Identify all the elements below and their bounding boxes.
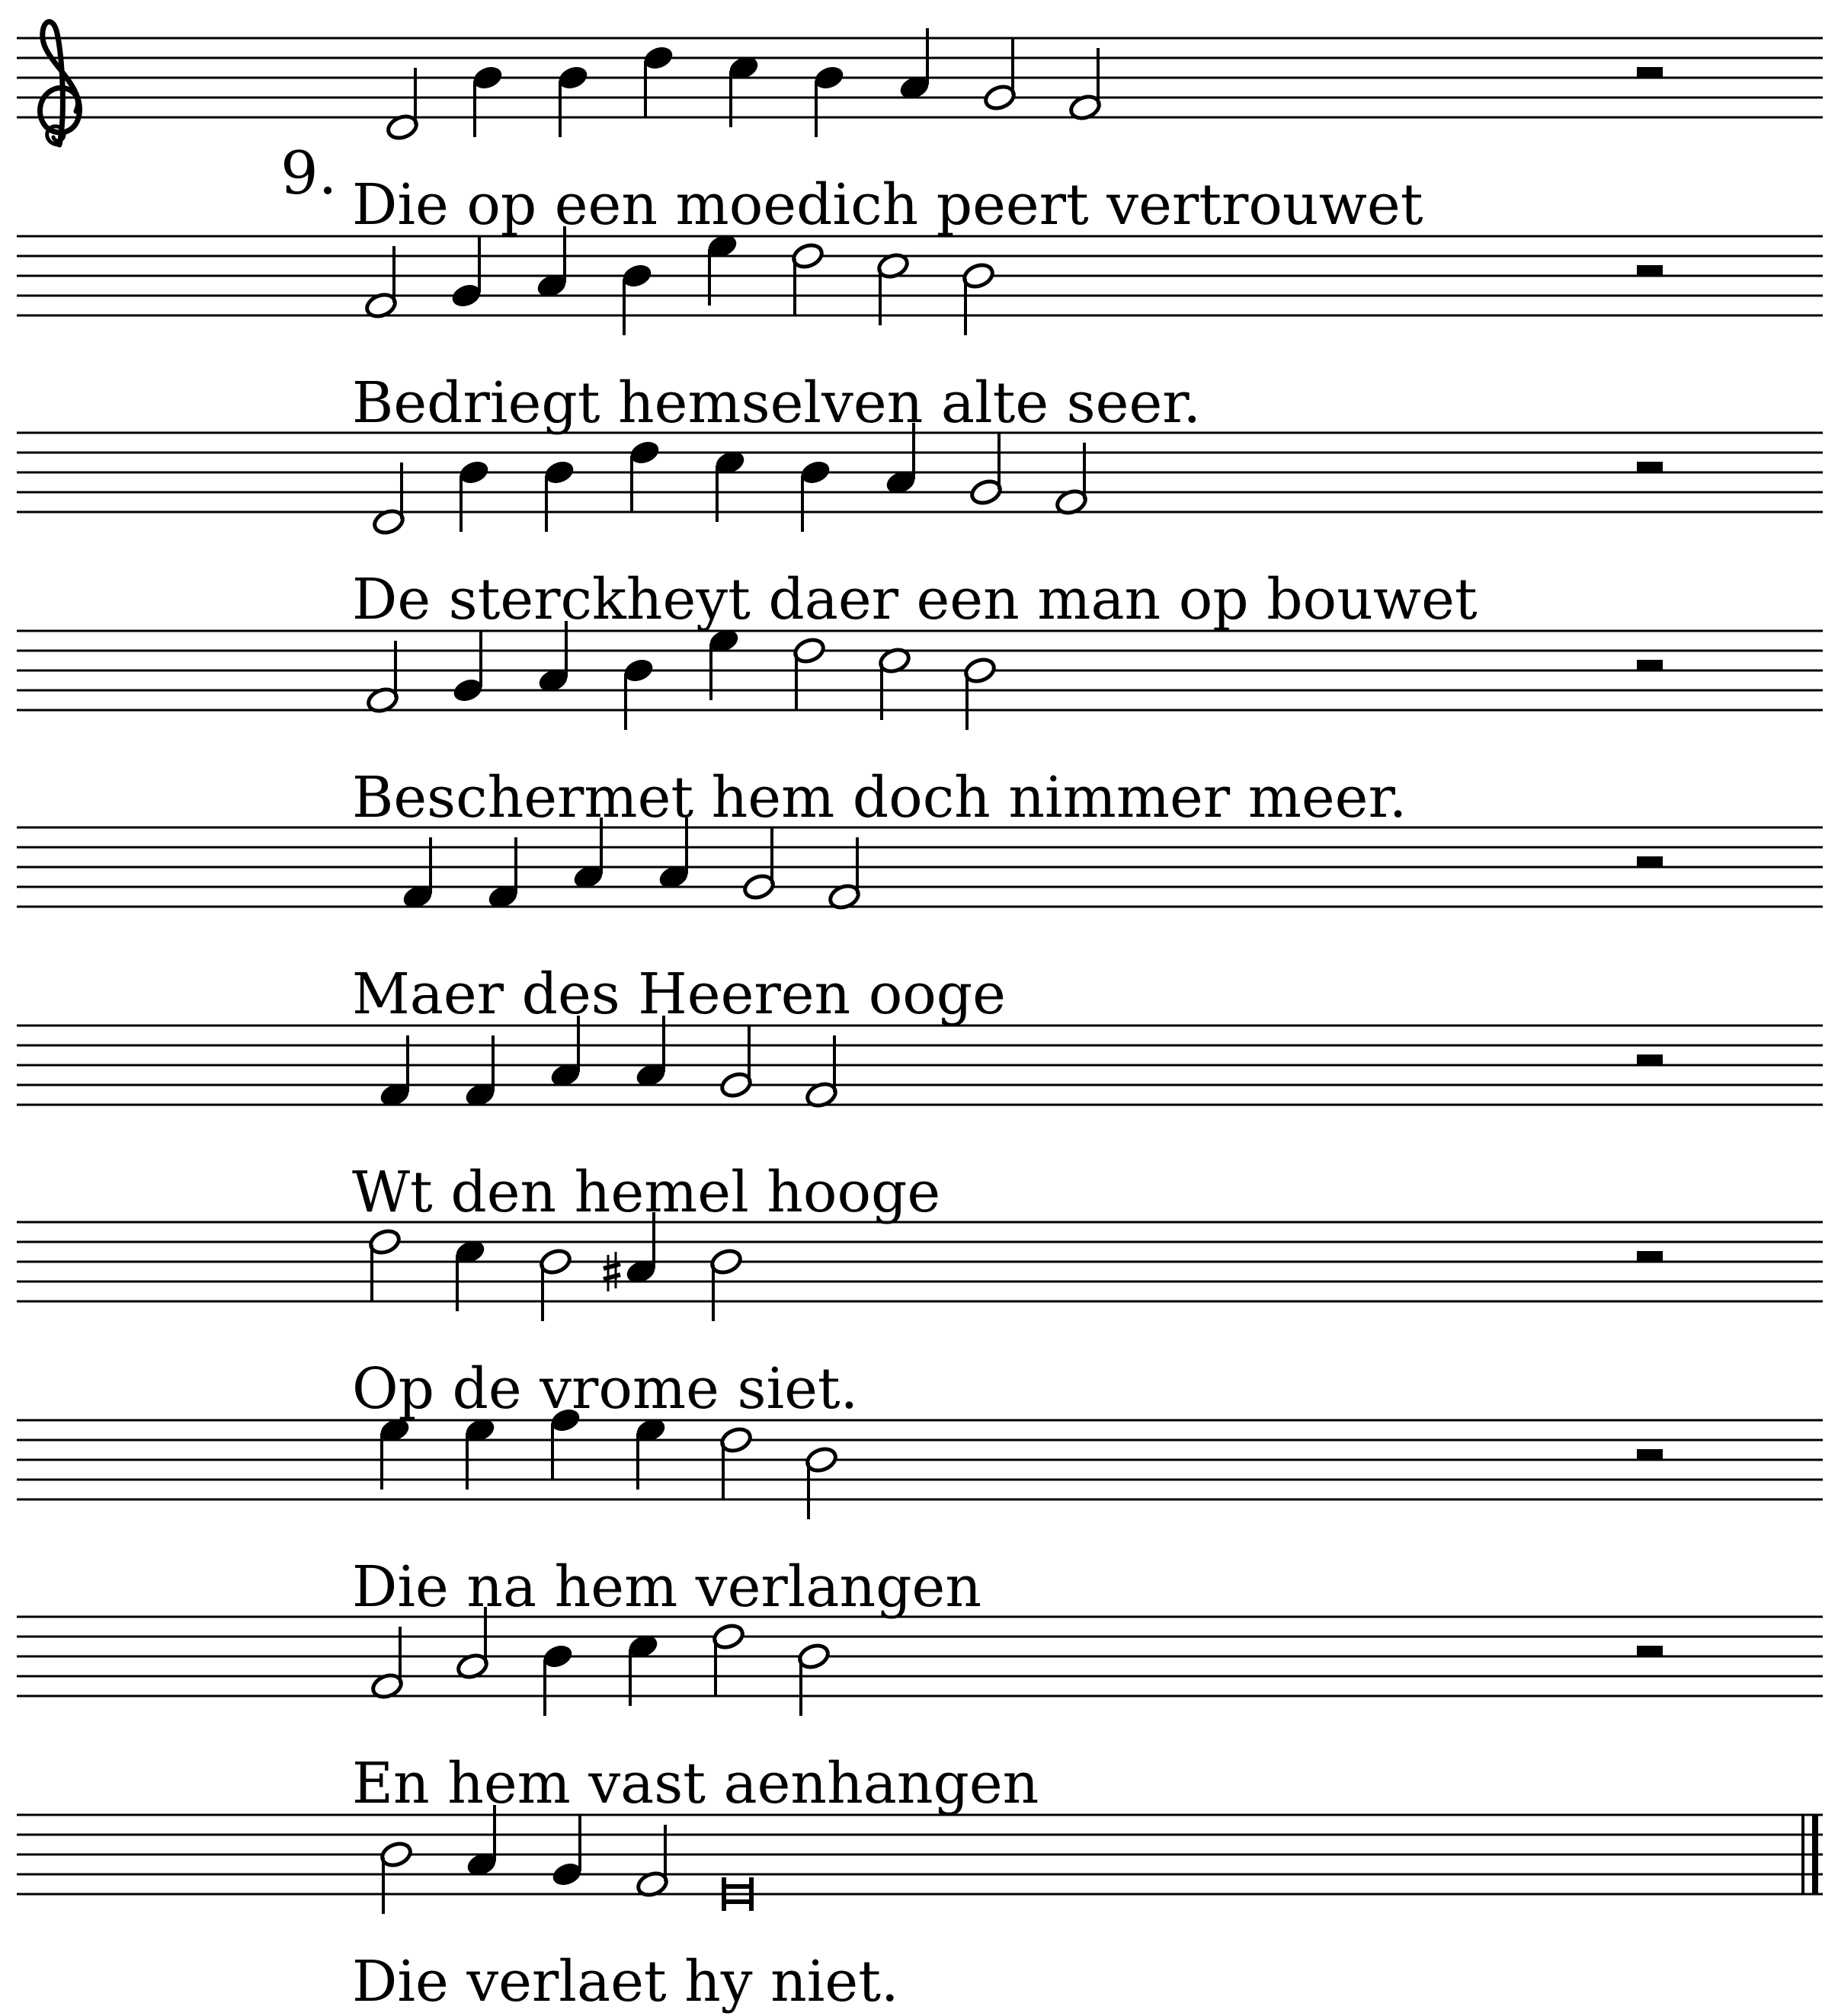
quarter-note xyxy=(812,63,847,137)
quarter-note xyxy=(713,448,748,522)
half-rest-icon xyxy=(1637,1054,1663,1065)
lyric-line: Bedriegt hemselven alte seer. xyxy=(352,370,1202,436)
quarter-note xyxy=(451,631,485,705)
quarter-note xyxy=(642,43,676,117)
half-note xyxy=(709,1247,744,1321)
staff-system xyxy=(17,818,1823,911)
lyric-line: Op de vrome siet. xyxy=(352,1356,859,1422)
lyric-line: Wt den hemel hooge xyxy=(352,1160,941,1225)
quarter-note xyxy=(450,236,484,310)
half-rest-icon xyxy=(1637,67,1663,78)
quarter-note xyxy=(471,63,505,137)
half-rest-icon xyxy=(1637,660,1663,670)
quarter-note xyxy=(378,1035,412,1109)
half-note xyxy=(983,38,1017,112)
quarter-note xyxy=(620,261,655,335)
half-note xyxy=(372,462,406,536)
half-note xyxy=(386,68,420,142)
half-note xyxy=(379,1840,414,1914)
quarter-note xyxy=(634,1416,668,1490)
quarter-note xyxy=(378,1416,412,1490)
staff-system xyxy=(17,1607,1823,1716)
staff-system xyxy=(17,28,1823,142)
quarter-note xyxy=(622,656,656,730)
half-note xyxy=(797,1642,831,1716)
lyric-line: Die na hem verlangen xyxy=(352,1554,981,1620)
quarter-note xyxy=(707,626,741,700)
lyric-line: Die verlaet hy niet. xyxy=(352,1949,899,2014)
staff-system xyxy=(17,1406,1823,1519)
half-rest-icon xyxy=(1637,265,1663,276)
quarter-note xyxy=(541,1642,575,1716)
half-note xyxy=(878,646,912,720)
quarter-note xyxy=(463,1035,498,1109)
half-note xyxy=(539,1247,573,1321)
half-rest-icon xyxy=(1637,856,1663,867)
half-note xyxy=(969,433,1004,507)
half-note xyxy=(719,1426,754,1499)
half-rest-icon xyxy=(1637,1646,1663,1656)
staff-system xyxy=(17,226,1823,335)
quarter-note xyxy=(401,837,435,911)
half-note xyxy=(805,1445,839,1519)
quarter-note xyxy=(463,1416,498,1490)
lyric-line: Beschermet hem doch nimmer meer. xyxy=(352,765,1407,830)
staff-system xyxy=(17,1016,1823,1109)
half-note xyxy=(364,246,399,320)
treble-clef-icon xyxy=(40,22,79,145)
quarter-note xyxy=(457,458,492,532)
quarter-note xyxy=(453,1237,488,1311)
half-note xyxy=(805,1035,839,1109)
lyric-line: Maer des Heeren ooge xyxy=(352,962,1006,1027)
half-note xyxy=(793,636,827,710)
lyric-line: En hem vast aenhangen xyxy=(352,1751,1039,1816)
half-note xyxy=(791,242,825,315)
half-note xyxy=(636,1825,670,1899)
verse-number: 9. xyxy=(280,139,338,208)
half-note xyxy=(1055,443,1089,517)
quarter-note xyxy=(550,1815,584,1889)
half-note xyxy=(1068,48,1103,122)
half-rest-icon xyxy=(1637,1251,1663,1262)
quarter-note xyxy=(486,837,520,911)
half-note xyxy=(368,1227,402,1301)
quarter-note xyxy=(556,63,591,137)
quarter-note xyxy=(543,458,577,532)
half-note xyxy=(742,827,777,901)
half-rest-icon xyxy=(1637,1449,1663,1460)
half-note xyxy=(712,1622,746,1696)
quarter-note xyxy=(727,53,761,127)
half-note xyxy=(963,656,997,730)
half-note xyxy=(370,1627,405,1701)
staff-system xyxy=(17,423,1823,536)
quarter-note xyxy=(799,458,833,532)
lyric-line: De sterckheyt daer een man op bouwet xyxy=(352,567,1478,632)
half-note xyxy=(876,251,911,325)
half-note xyxy=(366,641,400,715)
half-note xyxy=(719,1026,754,1099)
half-note xyxy=(828,837,862,911)
sharp-icon xyxy=(604,1252,620,1291)
half-note xyxy=(962,261,996,335)
staff-system xyxy=(17,1212,1823,1321)
quarter-note xyxy=(626,1632,661,1706)
staff-system xyxy=(17,1805,1823,1914)
lyric-line: Die op een moedich peert vertrouwet xyxy=(352,172,1423,238)
half-rest-icon xyxy=(1637,462,1663,472)
quarter-note xyxy=(628,438,662,512)
quarter-note xyxy=(898,28,932,102)
quarter-note xyxy=(706,232,740,306)
staff-system xyxy=(17,621,1823,730)
